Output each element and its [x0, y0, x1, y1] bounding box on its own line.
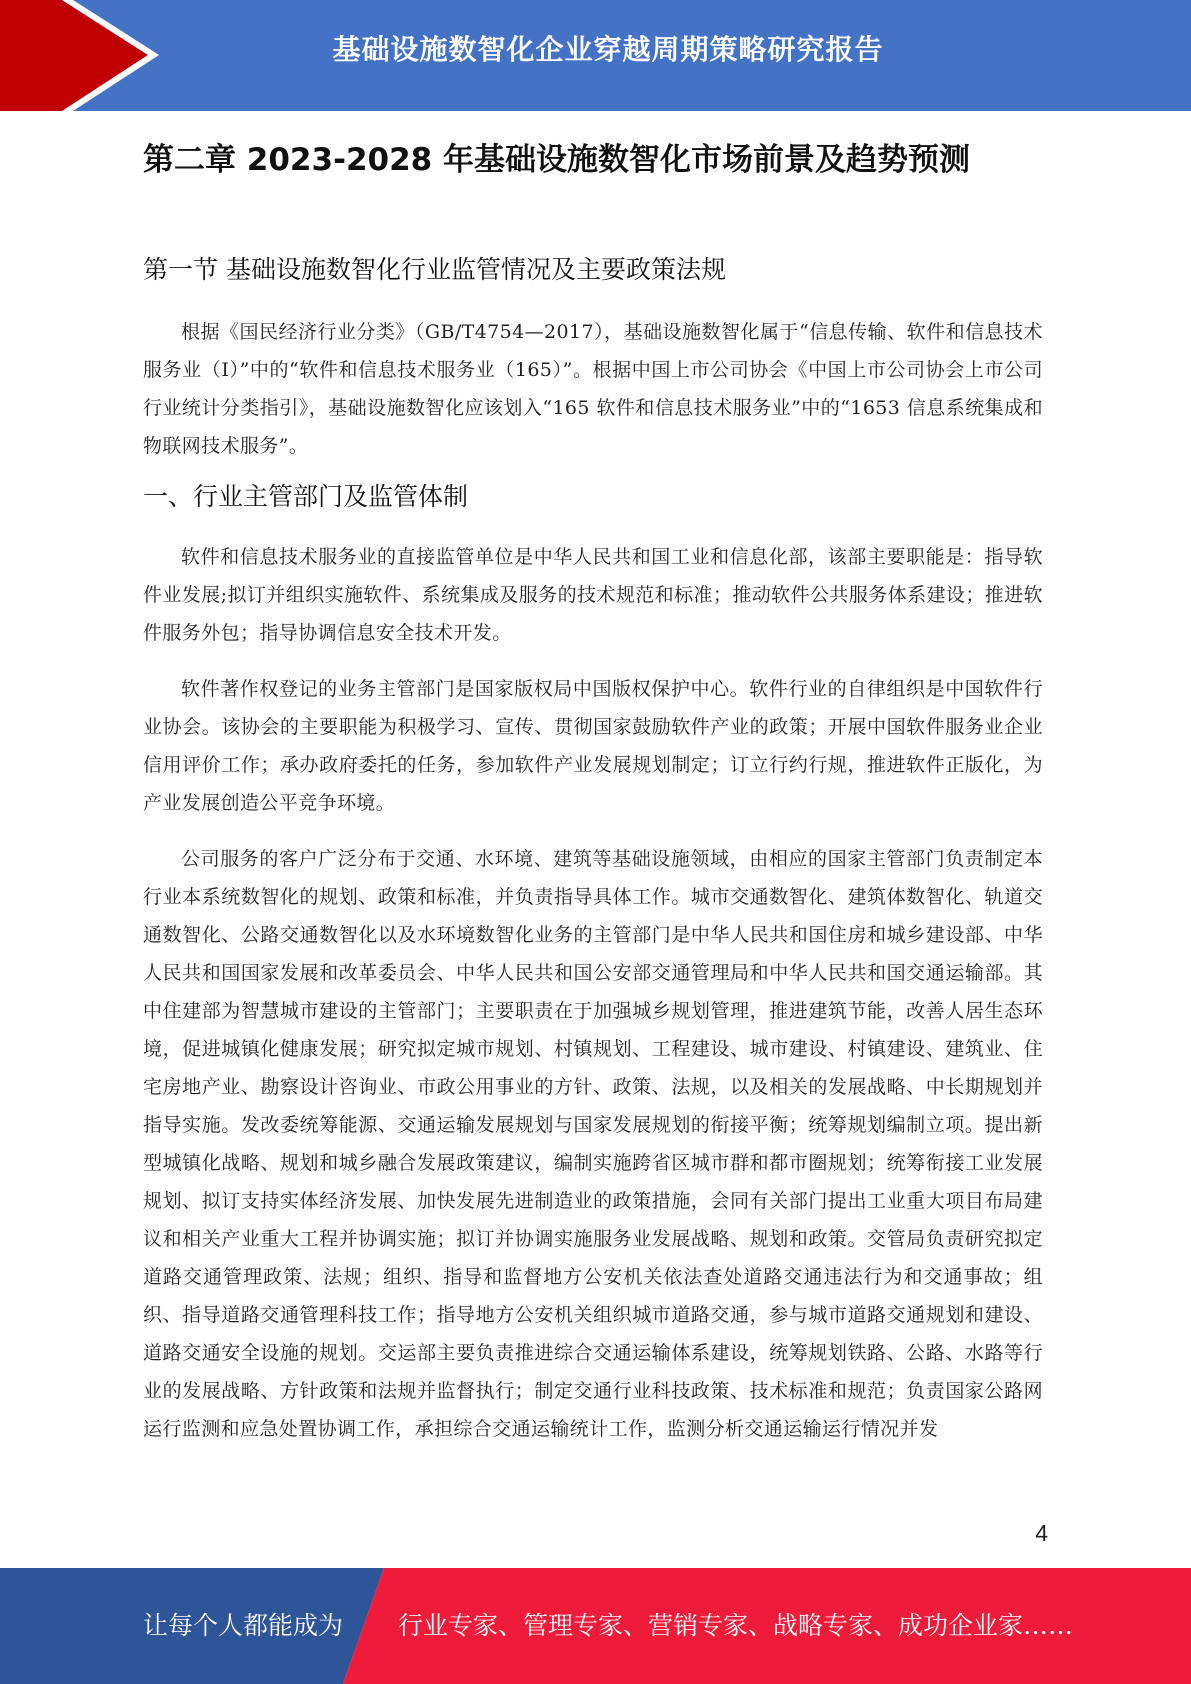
- page-number: 4: [1035, 1520, 1048, 1546]
- report-title: 基础设施数智化企业穿越周期策略研究报告: [332, 33, 884, 66]
- paragraph-industry-classification: 根据《国民经济行业分类》（GB/T4754—2017），基础设施数智化属于“信息传输、软件和信息技术服务业（I）”中的“软件和信息技术服务业（165）”。根据中国上市公司协会《中国上市公司协会上市公司行业统计分类指引》，基础设施数智化应该划入“165 软件和信息技术服务业”中的“1653 信息系统集成和物联网技术服务”。: [143, 321, 1043, 457]
- page-footer: [0, 1568, 1191, 1684]
- section-title: 第一节 基础设施数智化行业监管情况及主要政策法规: [143, 255, 726, 284]
- paragraph-regulator: 软件和信息技术服务业的直接监管单位是中华人民共和国工业和信息化部，该部主要职能是：指导软件业发展;拟订并组织实施软件、系统集成及服务的技术规范和标准；推动软件公共服务体系建设；推进软件服务外包；指导协调信息安全技术开发。: [143, 546, 1043, 644]
- paragraph-competent-authorities: 公司服务的客户广泛分布于交通、水环境、建筑等基础设施领域，由相应的国家主管部门负责制定本行业本系统数智化的规划、政策和标准，并负责指导具体工作。城市交通数智化、建筑体数智化、轨道交通数智化、公路交通数智化以及水环境数智化业务的主管部门是中华人民共和国住房和城乡建设部、中华人民共和国国家发展和改革委员会、中华人民共和国公安部交通管理局和中华人民共和国交通运输部。其中住建部为智慧城市建设的主管部门；主要职责在于加强城乡规划管理，推进建筑节能，改善人居生态环境，促进城镇化健康发展；研究拟定城市规划、村镇规划、工程建设、城市建设、村镇建设、建筑业、住宅房地产业、勘察设计咨询业、市政公用事业的方针、政策、法规，以及相关的发展战略、中长期规划并指导实施。发改委统筹能源、交通运输发展规划与国家发展规划的衔接平衡；统筹规划编制立项。提出新型城镇化战略、规划和城乡融合发展政策建议，编制实施跨省区城市群和都市圈规划；统筹衔接工业发展规划、拟订支持实体经济发展、加快发展先进制造业的政策措施，会同有关部门提出工业重大项目布局建议和相关产业重大工程并协调实施；拟订并协调实施服务业发展战略、规划和政策。交管局负责研究拟定道路交通管理政策、法规；组织、指导和监督地方公安机关依法查处道路交通违法行为和交通事故；组织、指导道路交通管理科技工作；指导地方公安机关组织城市道路交通，参与城市道路交通规划和建设、道路交通安全设施的规划。交运部主要负责推进综合交通运输体系建设，统筹规划铁路、公路、水路等行业的发展战略、方针政策和法规并监督执行；制定交通行业科技政策、技术标准和规范；负责国家公路网运行监测和应急处置协调工作，承担综合交通运输统计工作，监测分析交通运输运行情况并发: [143, 848, 1043, 1440]
- paragraph-copyright-association: 软件著作权登记的业务主管部门是国家版权局中国版权保护中心。软件行业的自律组织是中国软件行业协会。该协会的主要职能为积极学习、宣传、贯彻国家鼓励软件产业的政策；开展中国软件服务业企业信用评价工作；承办政府委托的任务，参加软件产业发展规划制定；订立行约行规，推进软件正版化，为产业发展创造公平竞争环境。: [143, 678, 1043, 814]
- footer-slogan-left: 让每个人都能成为: [143, 1611, 344, 1640]
- page-content: [143, 130, 1043, 1490]
- chapter-title: 第二章 2023-2028 年基础设施数智化市场前景及趋势预测: [143, 142, 971, 178]
- footer-slogan-right: 行业专家、管理专家、营销专家、战略专家、成功企业家……: [398, 1611, 1074, 1640]
- subsection-title: 一、行业主管部门及监管体制: [143, 482, 469, 511]
- page-header: [0, 0, 1191, 111]
